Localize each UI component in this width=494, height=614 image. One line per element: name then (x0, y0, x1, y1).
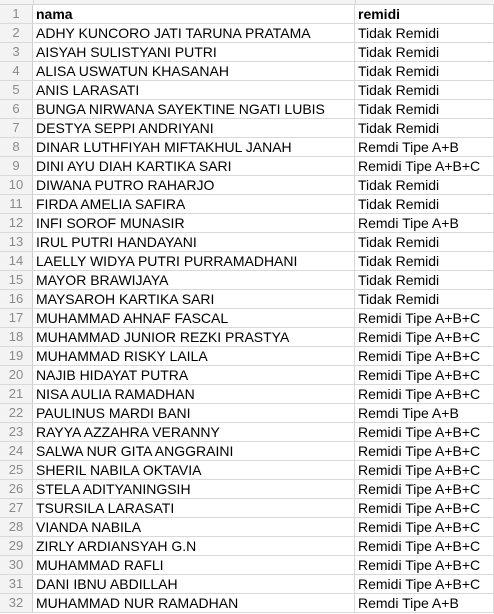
cell-nama[interactable]: LAELLY WIDYA PUTRI PURRAMADHANI (33, 252, 355, 270)
cell-nama[interactable]: MUHAMMAD RISKY LAILA (33, 347, 355, 365)
cell-nama[interactable]: RAYYA AZZAHRA VERANNY (33, 423, 355, 441)
cell-remidi[interactable]: Remidi Tipe A+B+C (355, 157, 494, 175)
table-row (0, 385, 494, 404)
cell-grid (0, 5, 494, 613)
cell-nama[interactable]: DINI AYU DIAH KARTIKA SARI (33, 157, 355, 175)
table-row (0, 233, 494, 252)
row-number[interactable]: 30 (0, 556, 33, 574)
row-number[interactable]: 24 (0, 442, 33, 460)
cell-remidi[interactable]: Tidak Remidi (355, 43, 494, 61)
row-number[interactable]: 11 (0, 195, 33, 213)
cell-nama[interactable]: ZIRLY ARDIANSYAH G.N (33, 537, 355, 555)
cell-remidi[interactable]: Remidi Tipe A+B+C (355, 499, 494, 517)
row-number[interactable]: 13 (0, 233, 33, 251)
table-row (0, 195, 494, 214)
table-row (0, 518, 494, 537)
cell-nama[interactable]: ALISA USWATUN KHASANAH (33, 62, 355, 80)
cell-nama[interactable]: BUNGA NIRWANA SAYEKTINE NGATI LUBIS (33, 100, 355, 118)
row-number[interactable]: 10 (0, 176, 33, 194)
table-row (0, 138, 494, 157)
row-number[interactable]: 8 (0, 138, 33, 156)
row-number[interactable]: 6 (0, 100, 33, 118)
table-row (0, 176, 494, 195)
cell-nama[interactable]: ADHY KUNCORO JATI TARUNA PRATAMA (33, 24, 355, 42)
cell-remidi[interactable]: Tidak Remidi (355, 119, 494, 137)
table-row (0, 24, 494, 43)
cell-remidi[interactable]: Remidi Tipe A+B+C (355, 385, 494, 403)
row-number[interactable]: 21 (0, 385, 33, 403)
cell-remidi[interactable]: Remidi Tipe A+B+C (355, 518, 494, 536)
cell-remidi[interactable]: Remidi Tipe A+B+C (355, 480, 494, 498)
cell-nama[interactable]: SALWA NUR GITA ANGGRAINI (33, 442, 355, 460)
header-row (0, 5, 494, 24)
cell-remidi[interactable]: Tidak Remidi (355, 62, 494, 80)
table-row (0, 499, 494, 518)
cell-remidi[interactable]: Remidi Tipe A+B+C (355, 328, 494, 346)
cell-remidi[interactable]: Remidi Tipe A+B+C (355, 556, 494, 574)
row-number[interactable]: 16 (0, 290, 33, 308)
cell-remidi[interactable]: Remidi Tipe A+B+C (355, 537, 494, 555)
cell-remidi[interactable]: Tidak Remidi (355, 271, 494, 289)
row-number[interactable]: 19 (0, 347, 33, 365)
cell-nama[interactable]: IRUL PUTRI HANDAYANI (33, 233, 355, 251)
row-number[interactable]: 9 (0, 157, 33, 175)
cell-nama[interactable]: ANIS LARASATI (33, 81, 355, 99)
cell-nama[interactable]: MAYSAROH KARTIKA SARI (33, 290, 355, 308)
cell-remidi[interactable]: Remidi Tipe A+B+C (355, 347, 494, 365)
cell-nama[interactable]: DINAR LUTHFIYAH MIFTAKHUL JANAH (33, 138, 355, 156)
table-row (0, 214, 494, 233)
cell-remidi[interactable]: Remidi Tipe A+B+C (355, 461, 494, 479)
table-row (0, 594, 494, 613)
table-row (0, 328, 494, 347)
row-number[interactable]: 27 (0, 499, 33, 517)
cell-remidi[interactable]: Tidak Remidi (355, 81, 494, 99)
cell-nama[interactable]: MUHAMMAD AHNAF FASCAL (33, 309, 355, 327)
cell-remidi[interactable]: Remidi Tipe A+B+C (355, 309, 494, 327)
row-number[interactable]: 7 (0, 119, 33, 137)
cell-remidi[interactable]: Remdi Tipe A+B (355, 594, 494, 612)
row-number[interactable]: 5 (0, 81, 33, 99)
table-row (0, 347, 494, 366)
table-row (0, 309, 494, 328)
table-row (0, 575, 494, 594)
cell-nama[interactable]: STELA ADITYANINGSIH (33, 480, 355, 498)
cell-remidi[interactable]: Tidak Remidi (355, 176, 494, 194)
cell-remidi[interactable]: Tidak Remidi (355, 195, 494, 213)
row-number[interactable]: 15 (0, 271, 33, 289)
table-row (0, 366, 494, 385)
cell-remidi[interactable]: Remidi Tipe A+B+C (355, 366, 494, 384)
cell-nama[interactable]: NAJIB HIDAYAT PUTRA (33, 366, 355, 384)
cell-remidi[interactable]: Tidak Remidi (355, 290, 494, 308)
row-number[interactable]: 22 (0, 404, 33, 422)
row-number[interactable]: 31 (0, 575, 33, 593)
cell-nama[interactable]: DESTYA SEPPI ANDRIYANI (33, 119, 355, 137)
cell-remidi[interactable]: Tidak Remidi (355, 100, 494, 118)
table-row (0, 100, 494, 119)
cell-nama[interactable]: MUHAMMAD NUR RAMADHAN (33, 594, 355, 612)
table-row (0, 404, 494, 423)
cell-remidi[interactable]: Tidak Remidi (355, 252, 494, 270)
cell-nama[interactable]: MAYOR BRAWIJAYA (33, 271, 355, 289)
cell-nama[interactable]: INFI SOROF MUNASIR (33, 214, 355, 232)
table-row (0, 461, 494, 480)
row-number[interactable]: 2 (0, 24, 33, 42)
cell-nama[interactable]: MUHAMMAD JUNIOR REZKI PRASTYA (33, 328, 355, 346)
cell-nama[interactable]: NISA AULIA RAMADHAN (33, 385, 355, 403)
table-row (0, 81, 494, 100)
table-row (0, 423, 494, 442)
cell-remidi[interactable]: Remdi Tipe A+B (355, 214, 494, 232)
table-row (0, 43, 494, 62)
cell-remidi[interactable]: Remidi Tipe A+B+C (355, 442, 494, 460)
row-number[interactable]: 1 (0, 5, 33, 23)
cell-nama[interactable]: TSURSILA LARASATI (33, 499, 355, 517)
cell-nama[interactable]: SHERIL NABILA OKTAVIA (33, 461, 355, 479)
table-row (0, 480, 494, 499)
table-row (0, 290, 494, 309)
cell-nama[interactable]: DANI IBNU ABDILLAH (33, 575, 355, 593)
cell-nama[interactable]: FIRDA AMELIA SAFIRA (33, 195, 355, 213)
cell-nama[interactable]: MUHAMMAD RAFLI (33, 556, 355, 574)
cell-nama[interactable]: VIANDA NABILA (33, 518, 355, 536)
cell-remidi[interactable]: Tidak Remidi (355, 24, 494, 42)
row-number[interactable]: 3 (0, 43, 33, 61)
cell-remidi[interactable]: Remdi Tipe A+B (355, 404, 494, 422)
table-row (0, 252, 494, 271)
row-number[interactable]: 4 (0, 62, 33, 80)
header-cell-remidi[interactable]: remidi (355, 5, 494, 23)
row-number[interactable]: 32 (0, 594, 33, 612)
cell-remidi[interactable]: Tidak Remidi (355, 233, 494, 251)
row-number[interactable]: 14 (0, 252, 33, 270)
row-number[interactable]: 18 (0, 328, 33, 346)
row-number[interactable]: 12 (0, 214, 33, 232)
row-number[interactable]: 28 (0, 518, 33, 536)
cell-remidi[interactable]: Remdi Tipe A+B (355, 138, 494, 156)
table-row (0, 556, 494, 575)
table-row (0, 537, 494, 556)
cell-nama[interactable]: DIWANA PUTRO RAHARJO (33, 176, 355, 194)
cell-nama[interactable]: AISYAH SULISTYANI PUTRI (33, 43, 355, 61)
row-number[interactable]: 29 (0, 537, 33, 555)
row-number[interactable]: 23 (0, 423, 33, 441)
row-number[interactable]: 17 (0, 309, 33, 327)
row-number[interactable]: 20 (0, 366, 33, 384)
row-number[interactable]: 26 (0, 480, 33, 498)
cell-remidi[interactable]: Remidi Tipe A+B+C (355, 575, 494, 593)
cell-nama[interactable]: PAULINUS MARDI BANI (33, 404, 355, 422)
row-number[interactable]: 25 (0, 461, 33, 479)
table-row (0, 157, 494, 176)
cell-remidi[interactable]: Remidi Tipe A+B+C (355, 423, 494, 441)
table-row (0, 442, 494, 461)
table-row (0, 119, 494, 138)
table-row (0, 271, 494, 290)
table-row (0, 62, 494, 81)
header-cell-nama[interactable]: nama (33, 5, 355, 23)
